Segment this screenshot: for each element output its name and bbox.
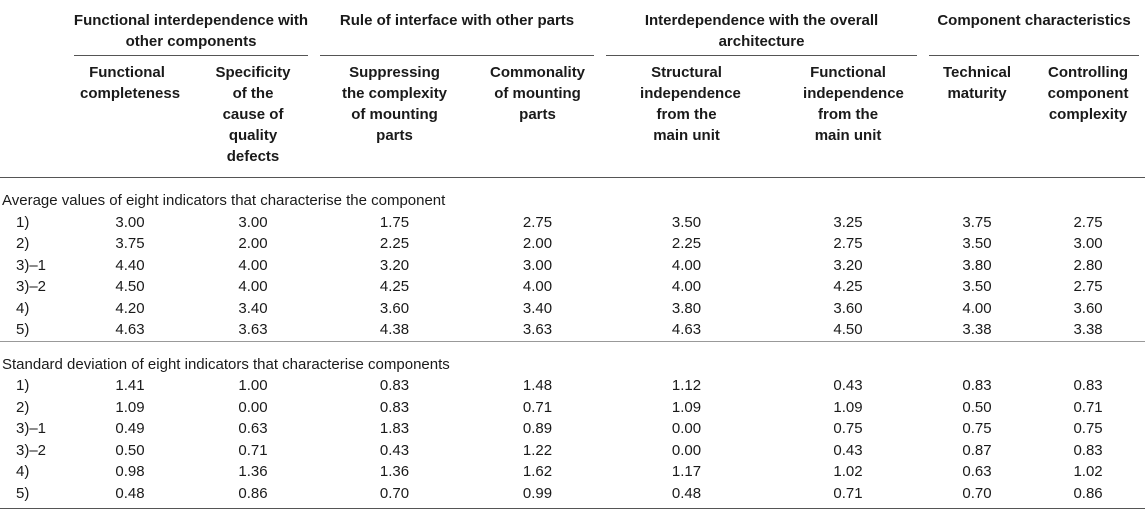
column-header-defect-cause-specificity: Specificity of the cause of quality defects <box>192 56 314 178</box>
value-cell: 1.09 <box>833 398 863 416</box>
table-row <box>0 276 1145 298</box>
value-cell: 1.36 <box>238 463 268 480</box>
value-cell: 2.75 <box>1073 213 1103 231</box>
value-cell: 0.71 <box>238 441 268 459</box>
value-cell: 3.50 <box>671 213 702 231</box>
value-cell: 0.75 <box>962 420 992 437</box>
value-cell: 0.98 <box>115 463 145 480</box>
value-cell: 3.60 <box>1073 299 1103 317</box>
value-cell: 0.00 <box>671 441 702 459</box>
value-cell: 3.25 <box>833 213 863 231</box>
value-cell: 2.80 <box>1073 256 1103 274</box>
value-cell: 0.71 <box>522 398 553 416</box>
column-header-technical-maturity: Technical maturity <box>923 56 1031 178</box>
row-label: 3)–2 <box>16 278 47 295</box>
value-cell: 4.38 <box>379 321 410 338</box>
value-cell: 0.43 <box>379 441 410 459</box>
group-header-interface-rule: Rule of interface with other parts <box>314 0 600 56</box>
value-cell: 0.83 <box>1073 377 1103 394</box>
group-header-row <box>0 0 1145 56</box>
value-cell: 0.83 <box>379 398 410 416</box>
value-cell: 0.83 <box>1073 441 1103 459</box>
value-cell: 1.83 <box>379 420 410 437</box>
value-cell: 3.00 <box>1073 235 1103 252</box>
table-row <box>0 375 1145 397</box>
value-cell: 0.71 <box>1073 398 1103 416</box>
table-row <box>0 319 1145 341</box>
value-cell: 0.83 <box>379 377 410 394</box>
value-cell: 3.60 <box>833 299 863 317</box>
value-cell: 4.00 <box>238 278 268 295</box>
value-cell: 1.02 <box>833 463 863 480</box>
value-cell: 0.48 <box>600 483 773 509</box>
value-cell: 4.20 <box>115 299 145 317</box>
column-header-row <box>0 56 1145 178</box>
value-cell: 1.48 <box>522 377 553 394</box>
value-cell: 1.22 <box>522 441 553 459</box>
value-cell: 0.71 <box>773 483 923 509</box>
value-cell: 3.00 <box>115 213 145 231</box>
row-label: 2) <box>16 235 30 252</box>
value-cell: 1.75 <box>379 213 410 231</box>
column-header-mounting-commonality: Commonality of mounting parts <box>475 56 600 178</box>
value-cell: 0.63 <box>238 420 268 437</box>
value-cell: 3.80 <box>671 299 702 317</box>
column-header-functional-completeness: Functional completeness <box>68 56 192 178</box>
value-cell: 4.25 <box>833 278 863 295</box>
value-cell: 1.12 <box>671 377 702 394</box>
value-cell: 1.41 <box>115 377 145 394</box>
value-cell: 4.00 <box>522 278 553 295</box>
value-cell: 3.80 <box>962 256 992 274</box>
value-cell: 4.00 <box>238 256 268 274</box>
value-cell: 1.17 <box>671 463 702 480</box>
value-cell: 4.00 <box>671 256 702 274</box>
table-header <box>0 0 1145 178</box>
value-cell: 0.48 <box>68 483 192 509</box>
value-cell: 2.00 <box>522 235 553 252</box>
value-cell: 4.63 <box>671 321 702 338</box>
value-cell: 4.40 <box>115 256 145 274</box>
value-cell: 4.25 <box>379 278 410 295</box>
group-header-functional-interdependence: Functional interdependence with other components <box>68 0 314 56</box>
value-cell: 2.75 <box>1073 278 1103 295</box>
value-cell: 0.43 <box>833 377 863 394</box>
value-cell: 3.75 <box>115 235 145 252</box>
value-cell: 0.49 <box>115 420 145 437</box>
value-cell: 0.99 <box>475 483 600 509</box>
column-header-functional-independence: Functional independence from the main unit <box>773 56 923 178</box>
value-cell: 0.87 <box>962 441 992 459</box>
value-cell: 3.40 <box>238 299 268 317</box>
value-cell: 3.00 <box>522 256 553 274</box>
value-cell: 3.38 <box>962 321 992 338</box>
table-row <box>0 461 1145 483</box>
table-row <box>0 298 1145 320</box>
value-cell: 3.20 <box>379 256 410 274</box>
value-cell: 3.60 <box>379 299 410 317</box>
value-cell: 3.00 <box>238 213 268 231</box>
table-row <box>0 483 1145 509</box>
row-label: 3)–1 <box>16 256 47 274</box>
value-cell: 0.89 <box>522 420 553 437</box>
value-cell: 3.75 <box>962 213 992 231</box>
value-cell: 3.50 <box>962 235 992 252</box>
row-label: 5) <box>16 321 30 338</box>
value-cell: 3.40 <box>522 299 553 317</box>
table-body <box>0 178 1145 509</box>
value-cell: 0.00 <box>238 398 268 416</box>
value-cell: 0.86 <box>1031 483 1145 509</box>
row-label: 5) <box>0 483 68 509</box>
row-label: 2) <box>16 398 30 416</box>
value-cell: 3.63 <box>522 321 553 338</box>
value-cell: 2.00 <box>238 235 268 252</box>
value-cell: 0.86 <box>192 483 314 509</box>
table-row <box>0 440 1145 462</box>
table-row <box>0 255 1145 277</box>
column-header-structural-independence: Structural independence from the main unit <box>600 56 773 178</box>
value-cell: 3.50 <box>962 278 992 295</box>
table-row <box>0 397 1145 419</box>
value-cell: 4.50 <box>833 321 863 338</box>
table-row <box>0 418 1145 440</box>
value-cell: 1.02 <box>1073 463 1103 480</box>
value-cell: 3.63 <box>238 321 268 338</box>
value-cell: 1.09 <box>115 398 145 416</box>
value-cell: 0.75 <box>833 420 863 437</box>
section-title: Average values of eight indicators that characterise the component <box>2 192 446 209</box>
value-cell: 4.50 <box>115 278 145 295</box>
value-cell: 4.00 <box>962 299 992 317</box>
value-cell: 0.43 <box>833 441 863 459</box>
value-cell: 0.00 <box>671 420 702 437</box>
value-cell: 2.75 <box>833 235 863 252</box>
value-cell: 4.63 <box>115 321 145 338</box>
value-cell: 2.25 <box>671 235 702 252</box>
group-header-architecture-interdependence: Interdependence with the overall architecture <box>600 0 923 56</box>
row-label: 3)–2 <box>16 441 47 459</box>
value-cell: 0.50 <box>115 441 145 459</box>
table-row <box>0 233 1145 255</box>
value-cell: 0.63 <box>962 463 992 480</box>
row-label: 1) <box>16 377 30 394</box>
value-cell: 0.70 <box>923 483 1031 509</box>
value-cell: 4.00 <box>671 278 702 295</box>
value-cell: 2.75 <box>522 213 553 231</box>
value-cell: 1.36 <box>379 463 410 480</box>
section-heading-row <box>0 178 1145 212</box>
value-cell: 3.20 <box>833 256 863 274</box>
value-cell: 0.50 <box>962 398 992 416</box>
value-cell: 0.83 <box>962 377 992 394</box>
value-cell: 1.00 <box>238 377 268 394</box>
value-cell: 0.70 <box>314 483 475 509</box>
value-cell: 3.38 <box>1073 321 1103 338</box>
column-header-mounting-complexity: Suppressing the complexity of mounting parts <box>314 56 475 178</box>
row-label: 4) <box>16 463 30 480</box>
column-header-component-complexity: Controlling component complexity <box>1031 56 1145 178</box>
section-heading-row <box>0 341 1145 375</box>
row-label: 3)–1 <box>16 420 47 437</box>
corner-cell <box>0 0 68 56</box>
row-label: 1) <box>16 213 30 231</box>
group-header-component-characteristics: Component characteristics <box>923 0 1145 56</box>
value-cell: 2.25 <box>379 235 410 252</box>
corner-cell <box>0 56 68 178</box>
value-cell: 1.09 <box>671 398 702 416</box>
section-title: Standard deviation of eight indicators that characterise components <box>0 341 1145 375</box>
value-cell: 0.75 <box>1073 420 1103 437</box>
table-row <box>0 212 1145 234</box>
row-label: 4) <box>16 299 30 317</box>
value-cell: 1.62 <box>522 463 553 480</box>
